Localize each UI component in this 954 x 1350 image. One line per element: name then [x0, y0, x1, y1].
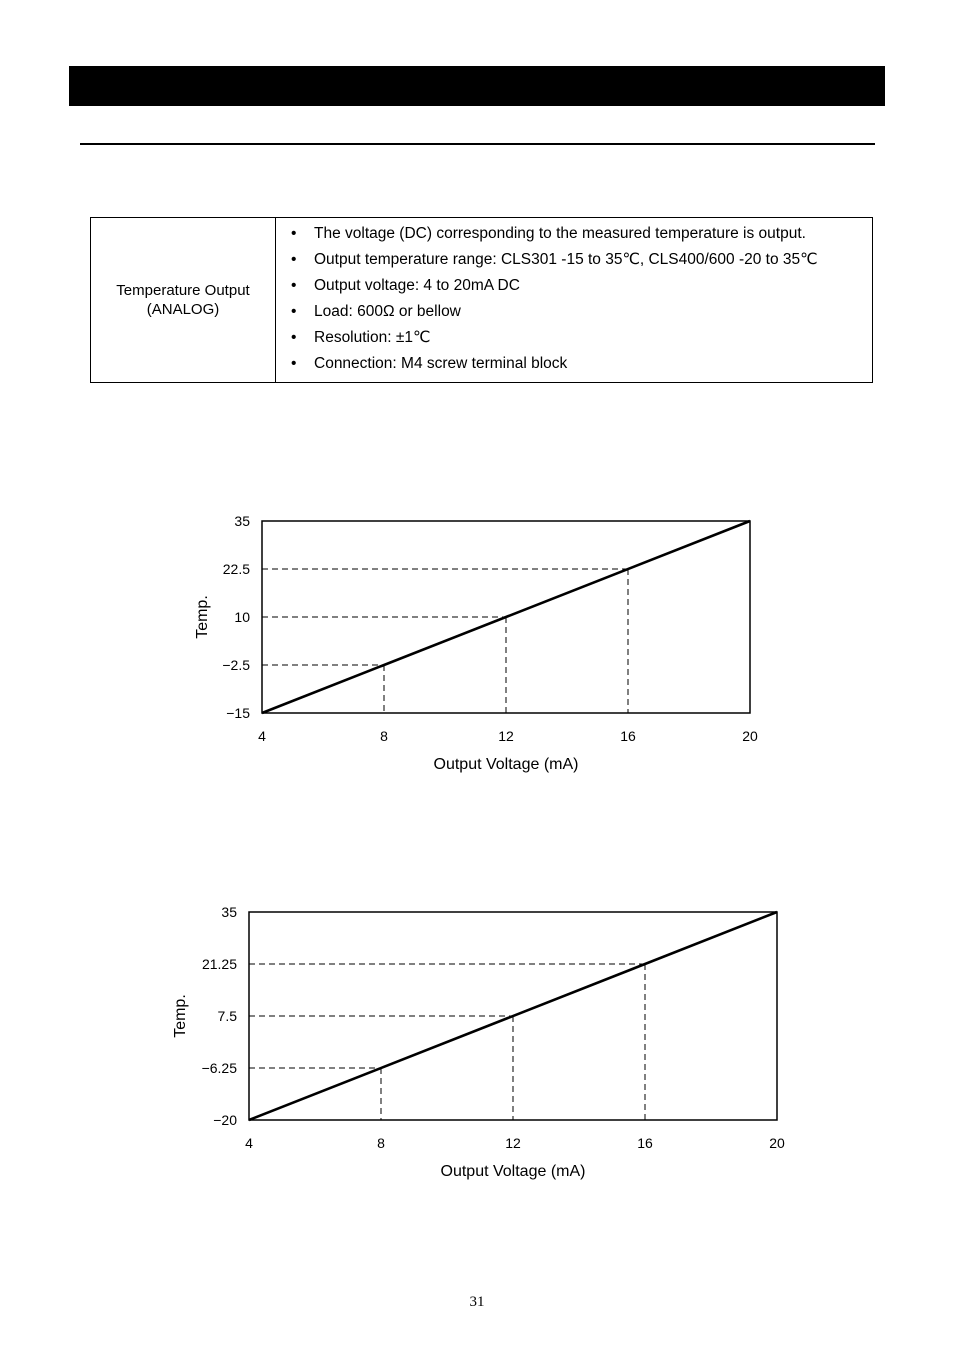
x-tick-label: 20: [742, 728, 758, 744]
y-tick-label: 35: [234, 513, 250, 529]
spec-item: • Load: 600Ω or bellow: [276, 302, 872, 328]
spec-list: [276, 218, 872, 380]
spec-item: • Resolution: ±1℃: [276, 328, 872, 354]
y-tick-label: 10: [234, 609, 250, 625]
x-tick-label: 16: [637, 1135, 653, 1151]
x-tick-label: 8: [380, 728, 388, 744]
y-axis-label: Temp.: [172, 994, 189, 1038]
spec-table: [90, 217, 873, 383]
spec-item: • Connection: M4 screw terminal block: [276, 354, 872, 380]
page-number: 31: [469, 1294, 485, 1310]
spec-item: • Output temperature range: CLS301 -15 to 35℃, CLS400/600 -20 to 35℃: [276, 250, 872, 276]
section-rule: [80, 143, 875, 145]
spec-row: [91, 218, 873, 383]
y-tick-label: 7.5: [217, 1008, 237, 1024]
y-tick-label: 21.25: [201, 956, 237, 972]
y-tick-label: −20: [213, 1112, 237, 1128]
spec-label-line2: (ANALOG): [146, 301, 220, 318]
x-tick-label: 20: [769, 1135, 785, 1151]
x-tick-label: 8: [377, 1135, 385, 1151]
chart-cls301: [0, 480, 954, 790]
spec-content-cell: [276, 218, 873, 383]
y-tick-label: −6.25: [201, 1060, 237, 1076]
spec-label-cell: [91, 218, 276, 383]
y-axis-label: Temp.: [194, 595, 211, 639]
x-tick-label: 4: [258, 728, 266, 744]
y-tick-label: 22.5: [222, 561, 250, 577]
x-axis-label: Output Voltage (mA): [433, 756, 579, 773]
y-tick-label: −15: [226, 705, 250, 721]
y-tick-label: 35: [221, 904, 237, 920]
y-tick-label: −2.5: [222, 657, 250, 673]
spec-item: • Output voltage: 4 to 20mA DC: [276, 276, 872, 302]
spec-label-line1: Temperature Output: [116, 282, 250, 299]
x-tick-label: 4: [245, 1135, 253, 1151]
x-tick-label: 12: [505, 1135, 521, 1151]
section-header-bar: [69, 66, 885, 106]
x-axis-label: Output Voltage (mA): [440, 1163, 586, 1180]
x-tick-label: 16: [620, 728, 636, 744]
spec-item: • The voltage (DC) corresponding to the measured temperature is output.: [276, 224, 872, 250]
chart-cls400-600: [0, 880, 954, 1200]
x-tick-label: 12: [498, 728, 514, 744]
